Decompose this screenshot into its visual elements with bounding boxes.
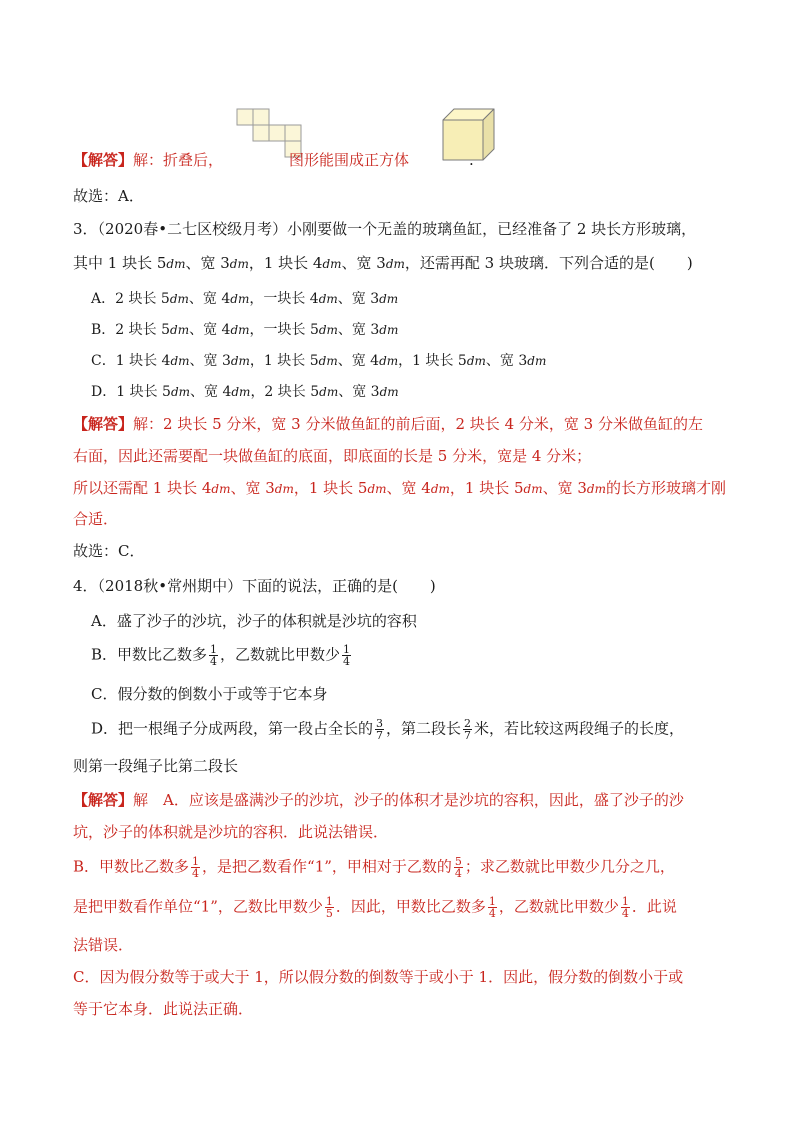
q4-stem-text: 4．（2018秋•常州期中）下面的说法，正确的是( [73, 577, 398, 595]
option-text: 、宽 3 [338, 384, 380, 400]
q4-stem-text: ) [429, 577, 436, 595]
unit-dm: dm [379, 354, 399, 368]
answer-text: 是把甲数看作单位“1”，乙数比甲数少 [73, 897, 323, 916]
answer-text: 、宽 3 [230, 479, 275, 497]
q3-answer-line2: 右面，因此还需要配一块做鱼缸的底面，即底面的长是 5 分米，宽是 4 分米； [73, 447, 592, 465]
q2-answer-suffix: . [469, 151, 474, 169]
answer-text: ．因此，甲数比乙数多 [335, 897, 486, 916]
unit-dm: dm [379, 385, 399, 399]
fraction [375, 718, 384, 741]
q4-answer-line1 [73, 790, 684, 810]
answer-text: ，1 块长 5 [449, 479, 524, 497]
option-label: D． [91, 384, 117, 400]
option-text: 米，若比较这两段绳子的长度， [474, 719, 685, 738]
unit-dm: dm [586, 482, 606, 496]
answer-text: 解 A．应该是盛满沙子的沙坑，沙子的体积才是沙坑的容积，因此，盛了沙子的沙 [133, 791, 684, 809]
fraction-denominator: 4 [343, 655, 351, 668]
answer-text: ．此说 [631, 897, 677, 916]
q4-answer-b-line3: 法错误． [73, 936, 134, 954]
unit-dm: dm [230, 354, 250, 368]
answer-text: ；求乙数就比甲数少几分之几， [464, 857, 675, 876]
unit-dm: dm [231, 385, 251, 399]
q3-stem-text: 其中 1 块长 5 [73, 254, 167, 272]
answer-text: ，1 块长 5 [293, 479, 368, 497]
q4-stem [73, 576, 436, 596]
fraction-numerator: 1 [192, 855, 200, 868]
q4-option-b [91, 644, 353, 667]
q2-answer-prefix: 解：折叠后， [133, 151, 224, 169]
fraction-denominator: 5 [325, 907, 333, 920]
q4-answer-b-line1 [73, 856, 675, 879]
q3-option-b [91, 320, 398, 340]
q2-choice: 故选：A． [73, 187, 144, 205]
answer-text: 所以还需配 1 块长 4 [73, 479, 212, 497]
unit-dm: dm [170, 323, 190, 337]
q3-answer-line4: 合适． [73, 510, 119, 528]
unit-dm: dm [229, 257, 249, 271]
option-text: 、宽 3 [337, 291, 380, 307]
option-text: 1 块长 4 [115, 353, 171, 369]
q4-option-a: A．盛了沙子的沙坑，沙子的体积就是沙坑的容积 [91, 612, 417, 630]
fraction [463, 718, 472, 741]
option-text: 、宽 3 [337, 322, 380, 338]
option-text: ，一块长 4 [249, 291, 319, 307]
fraction [191, 856, 200, 879]
unit-dm: dm [166, 257, 186, 271]
answer-text: 解：2 块长 5 分米，宽 3 分米做鱼缸的前后面，2 块长 4 分米，宽 3 分米做鱼缸的左 [133, 415, 703, 433]
fraction-denominator: 4 [454, 867, 462, 880]
fraction-numerator: 1 [210, 643, 218, 656]
answer-tag: 【解答】 [73, 791, 134, 809]
option-label: C． [91, 353, 116, 369]
q3-option-a [91, 289, 398, 309]
fraction [621, 896, 630, 919]
option-label: A． [91, 291, 116, 307]
fraction [488, 896, 497, 919]
unit-dm: dm [170, 385, 191, 399]
answer-text: 、宽 4 [386, 479, 431, 497]
q4-answer-line2: 坑，沙子的体积就是沙坑的容积．此说法错误． [73, 823, 389, 841]
unit-dm: dm [230, 292, 250, 306]
q4-answer-b-line2 [73, 896, 677, 919]
unit-dm: dm [322, 257, 342, 271]
unit-dm: dm [169, 292, 189, 306]
fraction-denominator: 7 [376, 729, 384, 742]
unit-dm: dm [385, 257, 405, 271]
option-text: B．甲数比乙数多 [91, 645, 208, 664]
q4-answer-c-line2: 等于它本身．此说法正确． [73, 1000, 254, 1018]
fraction-denominator: 4 [210, 655, 218, 668]
q3-stem-line1: 3．（2020春•二七区校级月考）小刚要做一个无盖的玻璃鱼缸，已经准备了 2 块长方形玻璃， [73, 220, 697, 238]
q3-answer-line1 [73, 414, 703, 434]
q3-stem-text: 、宽 3 [341, 254, 386, 272]
unit-dm: dm [379, 323, 399, 337]
unit-dm: dm [274, 482, 294, 496]
fraction [454, 856, 463, 879]
fraction-denominator: 4 [621, 907, 629, 920]
q3-option-d [91, 382, 399, 402]
fraction [342, 644, 351, 667]
unit-dm: dm [318, 323, 338, 337]
option-text: 、宽 3 [485, 353, 528, 369]
fraction-numerator: 2 [464, 717, 472, 730]
option-text: ，乙数就比甲数少 [220, 645, 341, 664]
q3-stem-text: ) [686, 254, 693, 272]
option-text: 、宽 4 [190, 384, 232, 400]
q3-stem-text: 、宽 3 [185, 254, 230, 272]
answer-tag: 【解答】 [73, 151, 134, 169]
fraction-numerator: 1 [325, 895, 333, 908]
unit-dm: dm [170, 354, 190, 368]
q3-answer-line3 [73, 478, 726, 499]
fraction [325, 896, 334, 919]
answer-text: 、宽 3 [542, 479, 587, 497]
option-text: 2 块长 5 [115, 322, 171, 338]
option-text: 1 块长 5 [116, 384, 171, 400]
unit-dm: dm [319, 385, 339, 399]
answer-text: ，是把乙数看作“1”，甲相对于乙数的 [202, 857, 452, 876]
answer-tag: 【解答】 [73, 415, 134, 433]
option-text: 、宽 4 [337, 353, 380, 369]
q3-stem-line2 [73, 253, 693, 274]
unit-dm: dm [523, 482, 543, 496]
q4-option-d-line2: 则第一段绳子比第二段长 [73, 757, 239, 775]
q3-stem-text: ，还需再配 3 块玻璃．下列合适的是( [404, 254, 655, 272]
fraction-denominator: 4 [488, 907, 496, 920]
unit-dm: dm [211, 482, 231, 496]
answer-text: 的长方形玻璃才刚 [605, 479, 726, 497]
unit-dm: dm [430, 482, 450, 496]
option-text: D．把一根绳子分成两段，第一段占全长的 [91, 719, 374, 738]
option-text: 2 块长 5 [115, 291, 170, 307]
fraction-numerator: 1 [621, 895, 629, 908]
q4-answer-c-line1: C．因为假分数等于或大于 1，所以假分数的倒数等于或小于 1．因此，假分数的倒数小于或 [73, 968, 684, 986]
fraction-denominator: 7 [464, 729, 472, 742]
fraction-numerator: 1 [343, 643, 351, 656]
option-text: 、宽 4 [188, 291, 231, 307]
q4-option-c: C．假分数的倒数小于或等于它本身 [91, 685, 328, 703]
option-label: B． [91, 322, 116, 338]
option-text: 、宽 3 [189, 353, 231, 369]
q2-answer-line [73, 150, 474, 170]
answer-text: ，乙数就比甲数少 [498, 897, 619, 916]
fraction-numerator: 3 [376, 717, 384, 730]
unit-dm: dm [527, 354, 547, 368]
option-text: ，一块长 5 [249, 322, 319, 338]
unit-dm: dm [318, 292, 338, 306]
unit-dm: dm [367, 482, 387, 496]
option-text: ，2 块长 5 [250, 384, 320, 400]
fraction-denominator: 4 [192, 867, 200, 880]
unit-dm: dm [230, 323, 250, 337]
q2-answer-middle: 图形能围成正方体 [289, 151, 410, 169]
unit-dm: dm [379, 292, 399, 306]
q3-stem-text: ，1 块长 4 [248, 254, 323, 272]
unit-dm: dm [318, 354, 338, 368]
option-text: ，1 块长 5 [398, 353, 467, 369]
answer-text: B．甲数比乙数多 [73, 857, 190, 876]
q3-choice: 故选：C． [73, 542, 145, 560]
fraction [209, 644, 218, 667]
option-text: ，1 块长 5 [249, 353, 319, 369]
fraction-numerator: 1 [488, 895, 496, 908]
q3-option-c [91, 351, 546, 371]
fraction-numerator: 5 [454, 855, 462, 868]
option-text: ，第二段长 [386, 719, 462, 738]
option-text: 、宽 4 [189, 322, 231, 338]
q4-option-d [91, 718, 684, 741]
unit-dm: dm [466, 354, 486, 368]
